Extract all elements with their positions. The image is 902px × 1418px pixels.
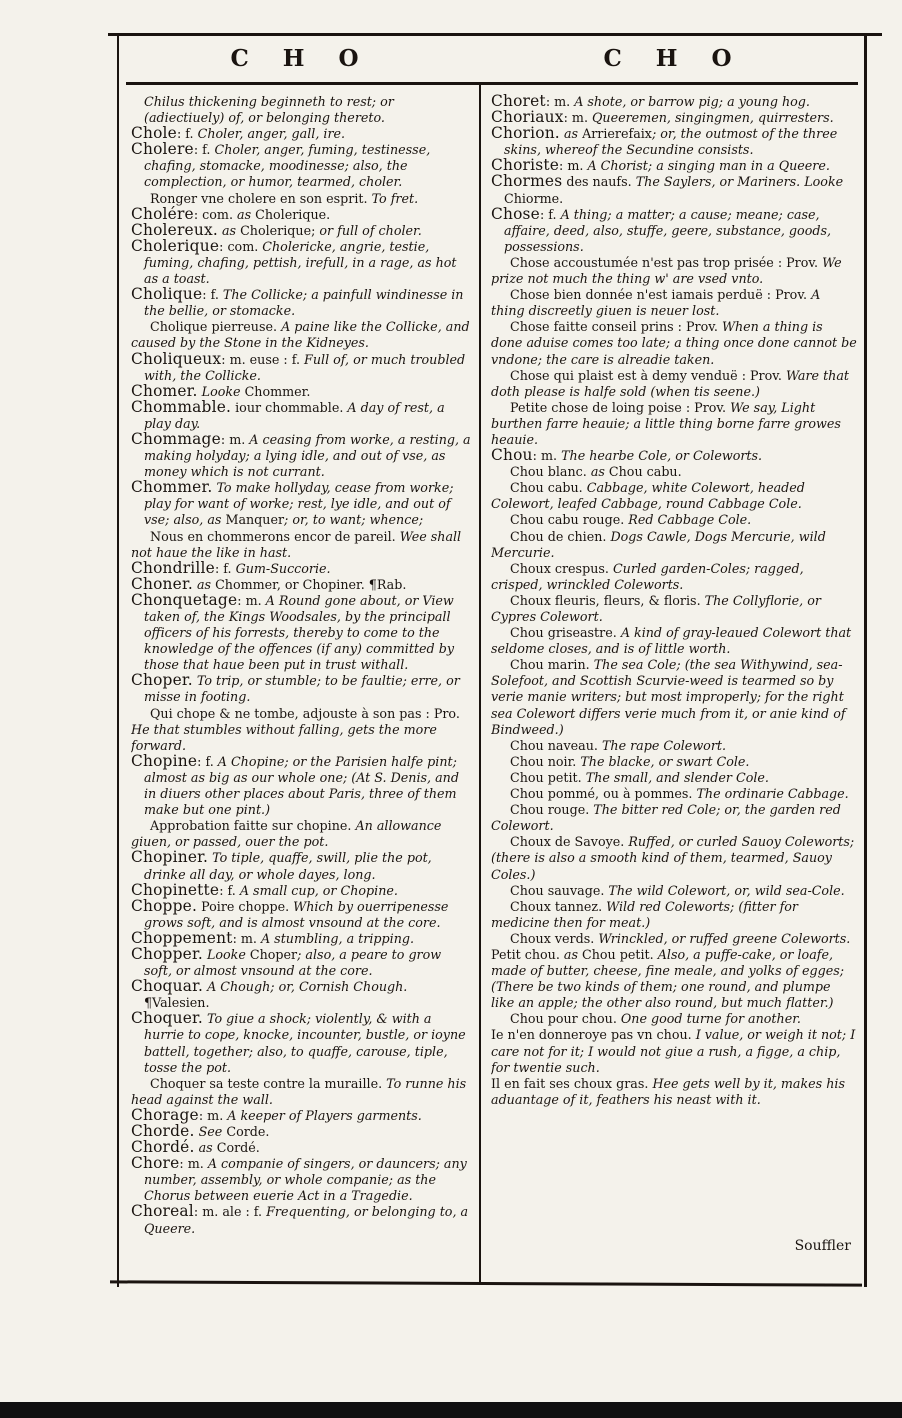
entry-headword: Choreal — [131, 1202, 194, 1221]
entry-text: The small, and slender Cole. — [585, 769, 769, 785]
entry-text: Chou pour chou. — [510, 1011, 621, 1027]
entry-text: Chose accoustumée n'est pas trop prisée : Prov. — [510, 254, 823, 270]
entry-text: Cholerique. — [255, 206, 331, 222]
entry-text: as — [237, 206, 256, 222]
dictionary-entry — [491, 561, 857, 593]
dictionary-entry — [131, 429, 472, 480]
dictionary-entry — [491, 931, 857, 947]
entry-text: ¶Valesien. — [144, 995, 210, 1011]
entry-headword: Chorage — [131, 1105, 199, 1124]
entry-headword: Chopinette — [131, 880, 220, 899]
entry-text: Looke — [202, 946, 250, 962]
entry-text: Chou rouge. — [510, 802, 594, 818]
dictionary-entry — [491, 529, 857, 561]
dictionary-entry — [131, 1076, 472, 1108]
dictionary-entry — [131, 590, 472, 673]
entry-headword: Chou — [491, 446, 533, 465]
dictionary-entry — [491, 834, 857, 882]
entry-text: : m. — [532, 448, 562, 464]
entry-text: Chou petit. — [582, 946, 658, 962]
entry-text: : m. euse : f. — [221, 351, 305, 367]
entry-text: Chou sauvage. — [510, 882, 609, 898]
entry-text: Chilus thickening beginneth to rest; or (adiectiuely) of, or belonging thereto. — [144, 94, 394, 126]
entry-text: Curled garden-Coles; ragged, crisped, wrinckled Coleworts. — [491, 560, 804, 592]
entry-text: We say, Light burthen farre heauie; a little thing borne farre growes heauie. — [491, 399, 841, 447]
entry-text: : f. — [202, 287, 223, 303]
entry-text: A thing discreetly giuen is neuer lost. — [491, 287, 821, 319]
entry-text: Red Cabbage Cole. — [628, 512, 752, 528]
entry-text: : m. — [559, 158, 588, 174]
entry-text: A thing; a matter; a cause; meane; case, affaire, deed, also, stuffe, geere, substance, goods, possessions. — [504, 206, 831, 254]
entry-text: iour chommable. — [231, 399, 348, 415]
dictionary-entry — [131, 142, 472, 190]
entry-text: Choux de Savoye. — [510, 834, 629, 850]
entry-headword: Chommer. — [131, 478, 213, 497]
dictionary-entry — [131, 397, 472, 432]
dictionary-entry — [131, 706, 472, 754]
entry-text: Chou naveau. — [510, 737, 602, 753]
entry-text: Chommer. — [244, 383, 311, 399]
entry-text: A day of rest, a play day. — [144, 399, 445, 431]
dictionary-entry — [131, 1156, 472, 1204]
entry-text: Chiorme. — [504, 190, 564, 206]
entry-text: : m. ale : f. — [193, 1204, 267, 1220]
entry-text: Which by ouerripenesse grows soft, and is almost vnsound at the core. — [144, 898, 449, 930]
dictionary-entry — [491, 947, 857, 1011]
dictionary-entry — [131, 349, 472, 384]
entry-text: : f. — [219, 882, 240, 898]
entry-text: : m. — [563, 110, 593, 126]
dictionary-entry — [491, 1027, 857, 1075]
entry-text: ; also, a peare to grow soft, or almost vnsound at the core. — [144, 946, 442, 979]
entry-text: Approbation faitte sur chopine. — [150, 818, 356, 834]
entry-text: Corde. — [226, 1124, 270, 1139]
entry-text: : m. — [232, 930, 261, 946]
entry-headword: Choper. — [131, 671, 193, 690]
entry-text: Chou de chien. — [510, 528, 611, 544]
entry-text: To make hollyday, cease from worke; play for want of worke; rest, lye idle, and out of vse; also, as — [144, 480, 454, 528]
entry-text: Poire choppe. — [197, 898, 294, 914]
dictionary-entry — [131, 1204, 472, 1236]
entry-headword: Chopine — [131, 751, 198, 770]
entry-text: A stumbling, a tripping. — [260, 930, 415, 946]
dictionary-entry — [131, 944, 472, 979]
entry-text: Wild red Coleworts; (fitter for medicine then for meat.) — [491, 898, 798, 930]
entry-text: ; or, the outmost of the three skins, whereof the Secundine consists. — [504, 126, 838, 158]
entry-text: as — [590, 464, 609, 480]
dictionary-entry — [491, 126, 857, 158]
entry-text: Chou blanc. — [510, 464, 591, 480]
entry-text: A Chorist; a singing man in a Queere. — [587, 158, 830, 174]
dictionary-entry — [491, 657, 857, 737]
entry-text: : f. — [177, 126, 198, 142]
entry-text: Qui chope & ne tombe, adjouste à son pas : Pro. — [150, 705, 460, 721]
entry-text: To tiple, quaffe, swill, plie the pot, drinke all day, or whole dayes, long. — [144, 850, 432, 882]
dictionary-entry — [131, 529, 472, 561]
dictionary-entry — [131, 751, 472, 818]
entry-text: Full of, or much troubled with, the Collicke. — [144, 351, 466, 383]
entry-text: Cholerique; — [240, 222, 320, 238]
entry-text: Arrierefaix — [582, 126, 652, 142]
entry-text: Looke — [197, 383, 245, 399]
dictionary-entry — [491, 899, 857, 931]
entry-headword: Chomer. — [131, 381, 198, 400]
entry-text: To fret. — [371, 190, 419, 206]
entry-headword: Cholere — [131, 140, 194, 159]
dictionary-entry — [491, 512, 857, 528]
entry-text: Chou pommé, ou à pommes. — [510, 786, 697, 802]
entry-text: I value, or weigh it not; I care not for it; I would not giue a rush, a figge, a chip, for twentie such. — [491, 1027, 856, 1075]
entry-text: : m. — [198, 1107, 228, 1123]
dictionary-entry — [491, 448, 857, 464]
entry-text: Chose bien donnée n'est iamais perduë : Prov. — [510, 287, 812, 303]
entry-text: Wee shall not haue the like in hast. — [131, 528, 462, 560]
dictionary-entry — [491, 770, 857, 786]
dictionary-entry — [491, 754, 857, 770]
top-frame-rule — [108, 33, 882, 36]
entry-headword: Chondrille — [131, 558, 215, 577]
entry-text: The wild Colewort, or, wild sea-Cole. — [608, 882, 845, 898]
entry-text: Ware that doth please is halfe sold (when tis seene.) — [491, 367, 850, 399]
dictionary-entry — [491, 400, 857, 448]
dictionary-entry — [491, 319, 857, 367]
entry-text: Chou cabu. — [608, 464, 682, 480]
entry-headword: Choquar. — [131, 977, 204, 996]
entry-text: as — [194, 1140, 217, 1156]
dictionary-entry — [131, 850, 472, 882]
entry-text: To trip, or stumble; to be faultie; erre, or misse in footing. — [144, 673, 460, 705]
entry-text: Frequenting, or belonging to, a Queere. — [144, 1204, 469, 1236]
entry-text: An allowance giuen, or passed, ouer the pot. — [131, 818, 442, 850]
entry-text: or full of choler. — [319, 222, 422, 238]
entry-text: One good turne for another. — [620, 1011, 801, 1027]
entry-headword: Chopiner. — [131, 848, 209, 867]
entry-headword: Cholereux. — [131, 220, 218, 239]
dictionary-entry — [131, 319, 472, 351]
entry-text: Choux verds. — [510, 930, 599, 946]
entry-text: : com. — [193, 206, 238, 222]
left-column — [131, 94, 472, 1284]
entry-headword: Cholerique — [131, 236, 220, 255]
dictionary-entry — [491, 625, 857, 657]
entry-text: See — [194, 1124, 227, 1139]
entry-text: : m. — [237, 592, 266, 608]
entry-text: He that stumbles without falling, gets the more forward. — [131, 721, 437, 753]
dictionary-entry — [131, 818, 472, 850]
entry-text: as — [559, 126, 583, 142]
entry-text: Choquer sa teste contre la muraille. — [150, 1075, 387, 1091]
entry-text: : m. — [179, 1156, 208, 1172]
entry-text: : f. — [214, 560, 236, 576]
entry-text: The rape Colewort. — [601, 737, 727, 753]
entry-text: A kind of gray-leaued Colewort that seldome closes, and is of little worth. — [491, 625, 852, 657]
entry-text: Wrinckled, or ruffed greene Coleworts. — [598, 930, 851, 946]
dictionary-entry — [491, 287, 857, 319]
entry-text: A Chopine; or the Parisien halfe pint; almost as big as our whole one; (At S. Denis, and in diuers other places about Paris, three of them make but one pint.) — [144, 753, 459, 818]
dictionary-entry — [491, 480, 857, 512]
dictionary-entry — [131, 979, 472, 1011]
entry-text: : m. — [545, 94, 575, 109]
entry-text: Petite chose de loing poise : Prov. — [510, 399, 731, 415]
left-frame-line — [117, 33, 119, 1287]
entry-text: A small cup, or Chopine. — [239, 882, 398, 898]
dictionary-entry — [131, 1140, 472, 1156]
entry-text: The hearbe Cole, or Coleworts. — [561, 448, 763, 464]
entry-headword: Choppement — [131, 928, 233, 947]
entry-headword: Chore — [131, 1154, 180, 1173]
entry-text: We prize not much the thing w' are vsed vnto. — [491, 254, 842, 287]
entry-text: Choler, anger, fuming, testinesse, chafing, stomacke, moodinesse; also, the complection, or humor, tearmed, choler. — [144, 142, 431, 190]
right-frame-line — [864, 33, 867, 1287]
entry-text: A ceasing from worke, a resting, a making holyday; a lying idle, and out of vse, as money which is not currant. — [144, 431, 471, 480]
entry-text: A shote, or barrow pig; a young hog. — [574, 94, 810, 109]
entry-text: Cholique pierreuse. — [150, 319, 282, 335]
entry-headword: Choppe. — [131, 896, 198, 915]
entry-text: Cabbage, white Colewort, headed Colewort, leafed Cabbage, round Cabbage Cole. — [491, 480, 805, 512]
entry-headword: Chormes — [491, 172, 563, 191]
entry-text: : com. — [219, 238, 263, 254]
entry-headword: Chole — [131, 124, 177, 143]
entry-text: as — [192, 576, 216, 592]
entry-text: To giue a shock; violently, & with a hurrie to cope, knocke, incounter, bustle, or ioyne battell, together; also, to quaffe, carouse, tiple, tosse the pot. — [144, 1011, 466, 1075]
running-header-right: C H O — [603, 45, 745, 72]
entry-text: Chou marin. — [510, 657, 594, 673]
dictionary-entry — [491, 174, 857, 206]
entry-text: Choper — [249, 946, 298, 962]
entry-headword: Chommage — [131, 429, 221, 448]
entry-text: Ronger vne cholere en son esprit. — [150, 190, 372, 206]
entry-text: : f. — [193, 142, 215, 158]
entry-text: Nous en chommerons encor de pareil. — [150, 528, 400, 544]
entry-text: A Chough; or, Cornish Chough. — [203, 979, 408, 995]
entry-headword: Choriaux — [491, 108, 564, 127]
entry-headword: Chonquetage — [131, 590, 238, 609]
dictionary-entry — [491, 368, 857, 400]
scan-edge-strip — [0, 1402, 902, 1418]
dictionary-entry — [491, 802, 857, 834]
dictionary-entry — [131, 236, 472, 287]
dictionary-entry — [131, 673, 472, 705]
entry-text: A Round gone about, or View taken of, the Kings Woodsales, by the principall officers of his forrests, thereby to come to the knowledge of the offences (if any) committed by those that haue been put in trust withall. — [144, 592, 454, 673]
catchword: Souffler — [794, 1238, 851, 1254]
dictionary-entry — [491, 204, 857, 255]
entry-headword: Chorion. — [491, 124, 560, 143]
running-header-left: C H O — [230, 45, 372, 72]
entry-headword: Chose — [491, 204, 540, 223]
entry-headword: Choner. — [131, 574, 193, 593]
entry-text: Chou petit. — [510, 769, 586, 785]
dictionary-entry — [131, 287, 472, 319]
entry-text: Choux tannez. — [510, 898, 607, 914]
entry-text: Gum-Succorie. — [235, 560, 331, 576]
entry-text: The Saylers, or Mariners. Looke — [635, 174, 844, 190]
entry-text: ; or, to want; whence; — [284, 512, 424, 528]
entry-text: The ordinarie Cabbage. — [696, 786, 849, 802]
dictionary-entry — [491, 593, 857, 625]
entry-text: The blacke, or swart Cole. — [580, 753, 750, 769]
entry-headword: Cholére — [131, 204, 194, 223]
entry-text: Chou noir. — [510, 753, 581, 769]
entry-headword: Choquer. — [131, 1009, 203, 1028]
column-divider — [479, 85, 481, 1283]
entry-text: Choux crespus. — [510, 560, 613, 576]
entry-headword: Chorde. — [131, 1122, 195, 1140]
entry-text: Chou cabu. — [510, 480, 587, 496]
dictionary-entry — [491, 1076, 857, 1108]
entry-text: Chose qui plaist est à demy venduë : Prov. — [510, 367, 786, 383]
entry-text: Ie n'en donneroye pas vn chou. — [491, 1027, 696, 1043]
entry-text: Manquer — [225, 512, 285, 528]
entry-text: Ruffed, or curled Sauoy Coleworts; (there is also a smooth kind of them, tearmed, Sauoy Coles.) — [491, 834, 855, 882]
entry-text: Queeremen, singingmen, quirresters. — [592, 110, 834, 126]
entry-headword: Chommable. — [131, 397, 232, 416]
entry-headword: Cholique — [131, 285, 203, 304]
right-column — [491, 94, 857, 1284]
dictionary-entry — [131, 896, 472, 931]
dictionary-entry — [491, 883, 857, 899]
entry-text: Choler, anger, gall, ire. — [197, 126, 346, 142]
entry-text: Chou griseastre. — [510, 625, 621, 641]
entry-text: Chose faitte conseil prins : Prov. — [510, 319, 722, 335]
dictionary-entry — [491, 786, 857, 802]
entry-text: Il en fait ses choux gras. — [491, 1075, 653, 1091]
entry-text: as — [217, 222, 241, 238]
entry-text: : f. — [539, 206, 561, 222]
entry-text: as — [563, 946, 583, 962]
entry-headword: Chopper. — [131, 944, 203, 963]
entry-text: Cordé. — [216, 1140, 260, 1156]
entry-text: Petit chou. — [491, 946, 564, 962]
entry-text: The Collicke; a painfull windinesse in the bellie, or stomacke. — [144, 287, 464, 319]
dictionary-entry — [131, 1011, 472, 1075]
entry-text: : m. — [220, 431, 250, 447]
entry-headword: Choriste — [491, 156, 560, 175]
entry-text: des naufs. — [562, 174, 636, 190]
dictionary-entry — [491, 1011, 857, 1027]
entry-text: : f. — [197, 753, 218, 769]
entry-text: A keeper of Players garments. — [227, 1107, 422, 1123]
entry-text: Chommer, or Chopiner. ¶Rab. — [215, 576, 407, 592]
entry-text: Choux fleuris, fleurs, & floris. — [510, 592, 705, 608]
entry-headword: Choliqueux — [131, 349, 222, 368]
entry-headword: Choret — [491, 94, 546, 110]
entry-text: Cholericke, angrie, testie, fuming, chafing, pettish, irefull, in a rage, as hot as a toast. — [144, 238, 457, 287]
dictionary-entry — [131, 94, 472, 126]
entry-text: The sea Cole; (the sea Withywind, sea-Solefoot, and Scottish Scurvie-weed is tearmed so by verie manie writers; but most improperly; for the right sea Colewort differs verie much from it, or anie kind of Bindweed.) — [491, 657, 846, 737]
dictionary-entry — [131, 480, 472, 528]
entry-text: Dogs Cawle, Dogs Mercurie, wild Mercurie. — [491, 528, 826, 560]
entry-headword: Chordé. — [131, 1138, 195, 1157]
dictionary-entry — [491, 255, 857, 287]
entry-text: Hee gets well by it, makes his aduantage of it, feathers his neast with it. — [491, 1075, 845, 1107]
entry-text: A companie of singers, or dauncers; any number, assembly, or whole companie; as the Chorus between euerie Act in a Tragedie. — [144, 1156, 467, 1204]
dictionary-entry — [491, 738, 857, 754]
entry-text: The Collyflorie, or Cypres Colewort. — [491, 592, 821, 624]
header-rule — [126, 82, 858, 85]
entry-text: Chou cabu rouge. — [510, 512, 629, 528]
entry-text: Also, a puffe-cake, or loafe, made of butter, cheese, fine meale, and yolks of egges; (There be two kinds of them; one round, and plumpe like an apple; the other also round, but much flatter.) — [491, 946, 845, 1011]
entry-text: A paine like the Collicke, and caused by the Stone in the Kidneyes. — [131, 319, 470, 351]
entry-text: The bitter red Cole; or, the garden red Colewort. — [491, 802, 841, 834]
dictionary-entry — [491, 464, 857, 480]
entry-text: To runne his head against the wall. — [131, 1075, 467, 1107]
entry-text: When a thing is done aduise comes too late; a thing once done cannot be vndone; the care is alreadie taken. — [491, 319, 857, 367]
